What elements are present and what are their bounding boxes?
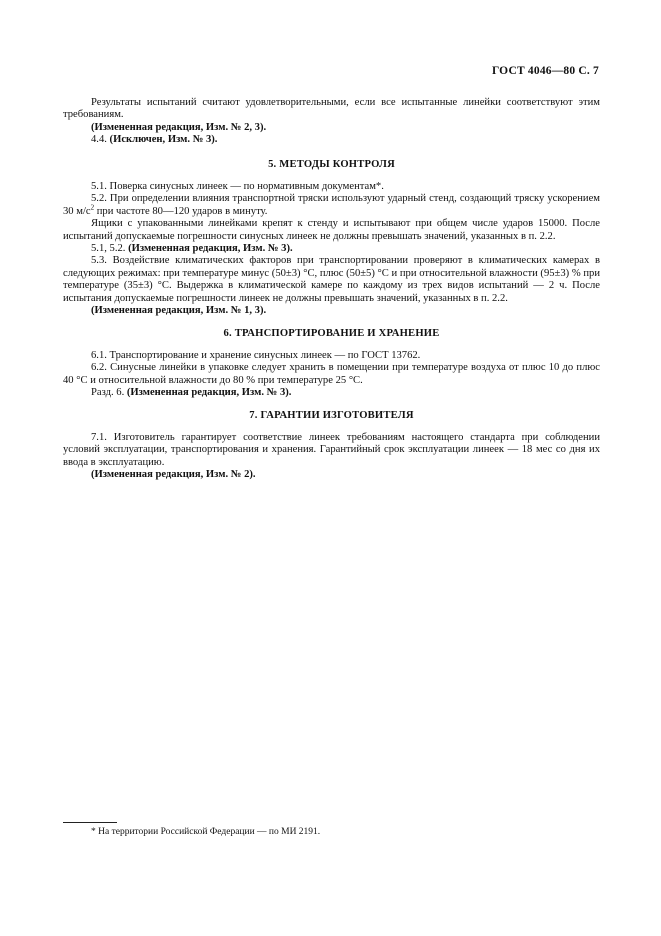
clause-6-1: 6.1. Транспортирование и хранение синусных линеек — по ГОСТ 13762. (91, 349, 421, 361)
clause-5-1-5-2-edition (63, 243, 600, 255)
clause-5-1-5-2-edition-text: (Измененная редакция, Изм. № 3). (128, 243, 293, 255)
document-body (63, 97, 600, 482)
footnote: * На территории Российской Федерации — по МИ 2191. (91, 827, 321, 837)
intro-paragraph: Результаты испытаний считают удовлетворительными, если все испытанные линейки соответствуют этим требованиям. (63, 97, 600, 121)
page-header: ГОСТ 4046—80 С. 7 (491, 65, 599, 77)
section-7-title: 7. ГАРАНТИИ ИЗГОТОВИТЕЛЯ (249, 409, 414, 421)
clause-4-4-text: (Исключен, Изм. № 3). (109, 134, 218, 146)
clause-5-1-5-2-edition-prefix: 5.1, 5.2. (91, 243, 129, 255)
clause-5-2-text-a: 5.2. При определении влияния транспортной тряски используют ударный стенд, создающий тряску ускорением 30 м/с (63, 193, 600, 217)
clause-5-1: 5.1. Поверка синусных линеек — по нормативным документам*. (91, 181, 384, 193)
section-6-edition-text: (Измененная редакция, Изм. № 3). (126, 387, 292, 399)
clause-5-2-text-b: при частоте 80—120 ударов в минуту. (94, 205, 268, 217)
section-6-title: 6. ТРАНСПОРТИРОВАНИЕ И ХРАНЕНИЕ (223, 327, 440, 339)
clause-7-1: 7.1. Изготовитель гарантирует соответствие линеек требованиям настоящего стандарта при соблюдении условий эксплуатации, транспортирования и хранения. Гарантийный срок эксплуатации линеек — 18 мес со дня их ввода в эксплуатацию. (63, 431, 600, 468)
clause-5-3-edition: (Измененная редакция, Изм. № 1, 3). (91, 305, 267, 317)
section-5-title: 5. МЕТОДЫ КОНТРОЛЯ (268, 158, 395, 170)
clause-7-1-edition: (Измененная редакция, Изм. № 2). (91, 469, 256, 481)
section-6-edition (63, 387, 600, 399)
clause-5-3: 5.3. Воздействие климатических факторов при транспортировании проверяют в климатических камерах в следующих режимах: при температуре минус (50±3) °С, плюс (50±5) °С и при относительной влажности (95±3) % при температуре (35±3) °С. Выдержка в климатической камере по каждому из трех видов испытаний — 2 ч. После испытания допускаемые погрешности линеек не должны превышать значений, указанных в п. 2.2. (63, 255, 600, 304)
clause-6-2: 6.2. Синусные линейки в упаковке следует хранить в помещении при температуре воздуха от плюс 10 до плюс 40 °С и относительной влажности до 80 % при температуре 25 °С. (63, 362, 600, 386)
section-6-edition-prefix: Разд. 6. (91, 387, 127, 399)
clause-4-4-number: 4.4. (91, 134, 107, 146)
clause-5-2-continuation: Ящики с упакованными линейками крепят к стенду и испытывают при общем числе ударов 15000. После испытаний допускаемые погрешности синусных линеек не должны превышать значений, указанных в п. 2.2. (63, 218, 600, 242)
footnote-divider (63, 822, 117, 823)
clause-4-4 (63, 134, 600, 146)
clause-5-2 (63, 193, 600, 218)
clause-5-2-superscript: 2 (90, 203, 95, 212)
intro-edition-note: (Измененная редакция, Изм. № 2, 3). (91, 121, 267, 133)
